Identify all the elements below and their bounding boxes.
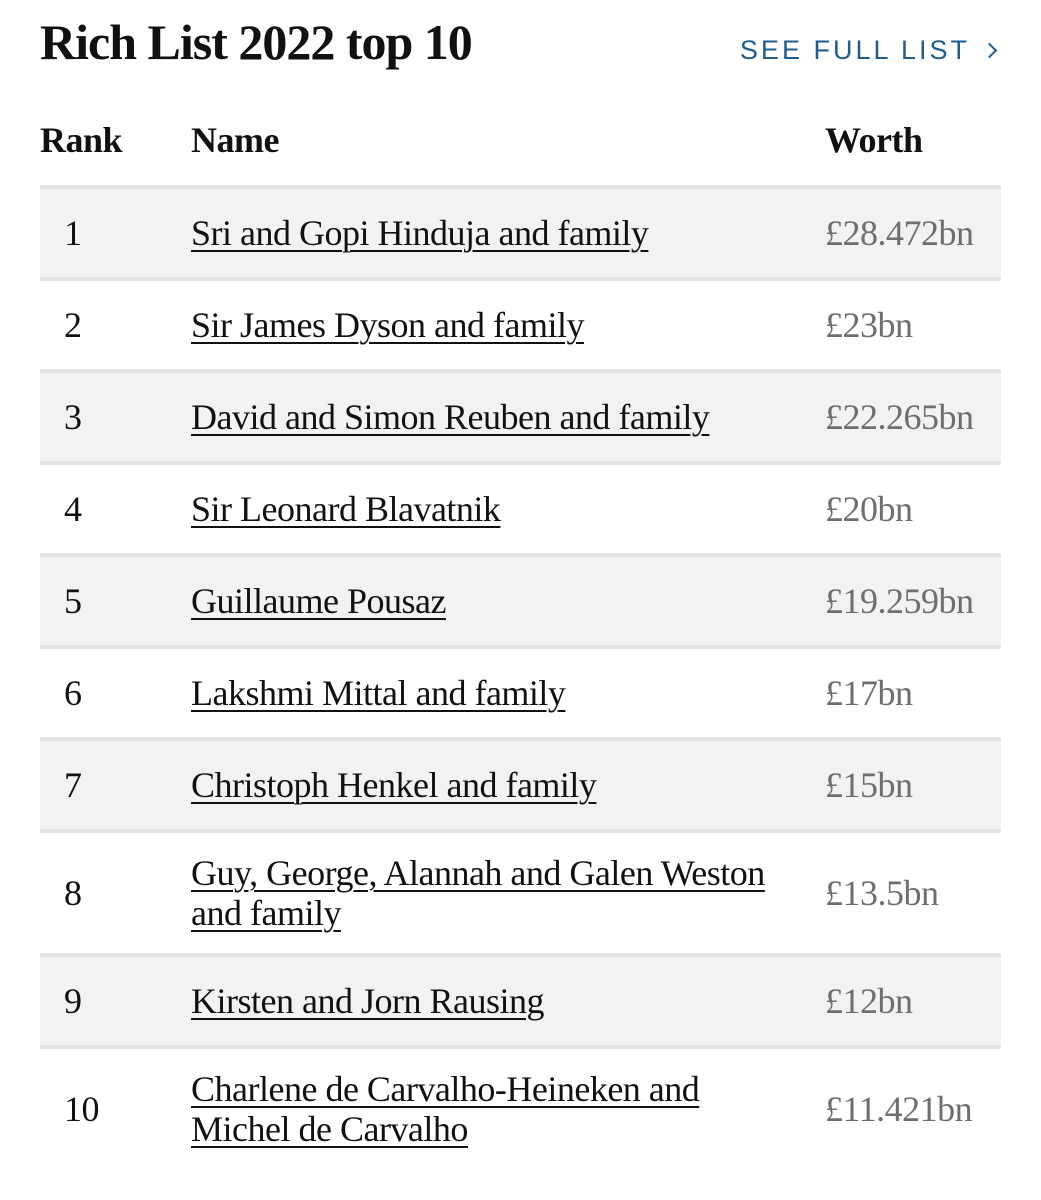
worth-cell: £28.472bn [825, 185, 1001, 277]
table-row [40, 1045, 1001, 1169]
column-header-worth: Worth [825, 120, 923, 160]
name-cell [191, 277, 825, 369]
table-header-row [40, 95, 1001, 185]
person-link[interactable]: Sir James Dyson and family [191, 305, 584, 345]
worth-cell: £22.265bn [825, 369, 1001, 461]
table-row [40, 829, 1001, 953]
rank-cell: 2 [40, 277, 191, 369]
name-cell [191, 829, 825, 953]
rank-cell: 10 [40, 1045, 191, 1169]
worth-cell: £23bn [825, 277, 1001, 369]
person-link[interactable]: Christoph Henkel and family [191, 765, 597, 805]
person-link[interactable]: David and Simon Reuben and family [191, 397, 710, 437]
rank-cell: 5 [40, 553, 191, 645]
column-header-rank: Rank [40, 120, 123, 160]
person-link[interactable]: Sri and Gopi Hinduja and family [191, 213, 649, 253]
worth-cell: £20bn [825, 461, 1001, 553]
name-cell [191, 461, 825, 553]
name-cell [191, 953, 825, 1045]
table-row [40, 953, 1001, 1045]
table-row [40, 277, 1001, 369]
name-cell [191, 737, 825, 829]
table-row [40, 553, 1001, 645]
rank-cell: 8 [40, 829, 191, 953]
see-full-list-label: SEE FULL LIST [739, 34, 970, 65]
table-row [40, 461, 1001, 553]
person-link[interactable]: Guy, George, Alannah and Galen Weston and family [191, 852, 765, 933]
name-cell [191, 185, 825, 277]
worth-cell: £13.5bn [825, 829, 1001, 953]
table-row [40, 645, 1001, 737]
rank-cell: 7 [40, 737, 191, 829]
worth-cell: £15bn [825, 737, 1001, 829]
table-row [40, 369, 1001, 461]
worth-cell: £19.259bn [825, 553, 1001, 645]
person-link[interactable]: Lakshmi Mittal and family [191, 673, 566, 713]
person-link[interactable]: Kirsten and Jorn Rausing [191, 981, 544, 1021]
rank-cell: 1 [40, 185, 191, 277]
worth-cell: £12bn [825, 953, 1001, 1045]
worth-cell: £11.421bn [825, 1045, 1001, 1169]
person-link[interactable]: Sir Leonard Blavatnik [191, 489, 501, 529]
name-cell [191, 645, 825, 737]
name-cell [191, 369, 825, 461]
column-header-name: Name [191, 120, 279, 160]
name-cell [191, 553, 825, 645]
page-title: Rich List 2022 top 10 [40, 14, 472, 70]
rank-cell: 4 [40, 461, 191, 553]
person-link[interactable]: Guillaume Pousaz [191, 581, 446, 621]
person-link[interactable]: Charlene de Carvalho-Heineken and Michel de Carvalho [191, 1068, 700, 1149]
see-full-list-link[interactable] [740, 30, 1001, 70]
table-row [40, 737, 1001, 829]
chevron-right-icon [982, 42, 998, 58]
worth-cell: £17bn [825, 645, 1001, 737]
rich-list-table [40, 95, 1001, 1169]
header [40, 0, 1001, 90]
rank-cell: 9 [40, 953, 191, 1045]
rank-cell: 6 [40, 645, 191, 737]
name-cell [191, 1045, 825, 1169]
rank-cell: 3 [40, 369, 191, 461]
table-row [40, 185, 1001, 277]
